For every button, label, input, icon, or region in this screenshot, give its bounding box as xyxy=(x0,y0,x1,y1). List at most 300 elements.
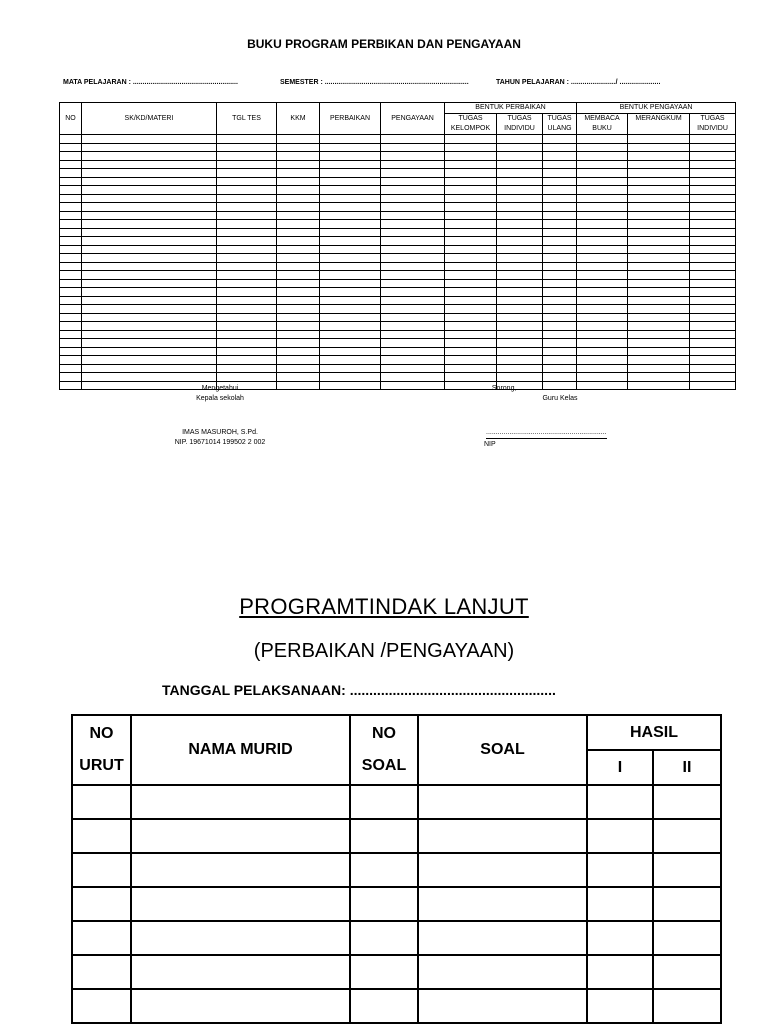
col-header-hasil-ii: II xyxy=(653,750,721,785)
table-cell xyxy=(60,220,82,229)
table-row xyxy=(60,313,736,322)
table-cell xyxy=(82,356,217,365)
table-cell xyxy=(381,381,445,390)
table-cell xyxy=(60,254,82,263)
table-cell xyxy=(445,296,497,305)
table-cell xyxy=(587,785,653,819)
table-cell xyxy=(60,271,82,280)
table-cell xyxy=(217,177,277,186)
document-title: BUKU PROGRAM PERBIKAN DAN PENGAYAAN xyxy=(247,37,521,51)
table-cell xyxy=(60,245,82,254)
table-cell xyxy=(543,288,577,297)
table-cell xyxy=(445,237,497,246)
table-row xyxy=(72,921,721,955)
table-cell xyxy=(60,143,82,152)
col-header-pengayaan: PENGAYAAN xyxy=(381,103,445,135)
table-cell xyxy=(320,271,381,280)
table-cell xyxy=(381,313,445,322)
table-cell xyxy=(82,135,217,144)
table-cell xyxy=(277,186,320,195)
table-cell xyxy=(82,271,217,280)
table-cell xyxy=(217,228,277,237)
table-cell xyxy=(82,220,217,229)
table-cell xyxy=(217,322,277,331)
table-cell xyxy=(445,288,497,297)
table-cell xyxy=(277,220,320,229)
table-cell xyxy=(543,228,577,237)
table-row xyxy=(60,169,736,178)
tindak-lanjut-table xyxy=(71,714,722,1024)
table-cell xyxy=(543,271,577,280)
table-cell xyxy=(381,211,445,220)
table-cell xyxy=(587,853,653,887)
table-cell xyxy=(350,955,418,989)
table-cell xyxy=(577,194,628,203)
table-cell xyxy=(543,177,577,186)
table-cell xyxy=(277,296,320,305)
col-header-no-soal: NO SOAL xyxy=(350,715,418,785)
table-cell xyxy=(497,339,543,348)
table-cell xyxy=(131,887,350,921)
table-cell xyxy=(543,364,577,373)
table-cell xyxy=(60,305,82,314)
table-cell xyxy=(60,169,82,178)
table-cell xyxy=(628,203,690,212)
table-cell xyxy=(217,220,277,229)
table-cell xyxy=(320,288,381,297)
table-cell xyxy=(381,322,445,331)
table-cell xyxy=(82,194,217,203)
table-cell xyxy=(653,785,721,819)
table-cell xyxy=(543,305,577,314)
col-header-soal: SOAL xyxy=(418,715,587,785)
table-cell xyxy=(497,220,543,229)
table-cell xyxy=(628,364,690,373)
table-cell xyxy=(381,186,445,195)
table-cell xyxy=(690,356,736,365)
table-cell xyxy=(497,177,543,186)
table-cell xyxy=(381,356,445,365)
table-cell xyxy=(497,373,543,382)
table-cell xyxy=(418,921,587,955)
tindak-lanjut-subtitle: (PERBAIKAN /PENGAYAAN) xyxy=(253,640,515,662)
table-cell xyxy=(350,853,418,887)
table-cell xyxy=(217,305,277,314)
table-cell xyxy=(131,853,350,887)
table-cell xyxy=(445,194,497,203)
table-cell xyxy=(628,254,690,263)
table-cell xyxy=(381,194,445,203)
table-cell xyxy=(497,271,543,280)
table-cell xyxy=(628,135,690,144)
table-cell xyxy=(350,921,418,955)
table-cell xyxy=(350,887,418,921)
table-cell xyxy=(497,262,543,271)
table-cell xyxy=(131,785,350,819)
table-cell xyxy=(690,305,736,314)
col-header-tugas-ulang: TUGAS ULANG xyxy=(543,114,577,135)
table-cell xyxy=(543,254,577,263)
table-cell xyxy=(72,955,131,989)
table-cell xyxy=(543,347,577,356)
table-cell xyxy=(543,186,577,195)
table-cell xyxy=(690,186,736,195)
table-cell xyxy=(690,152,736,161)
table-cell xyxy=(82,339,217,348)
table-cell xyxy=(60,296,82,305)
table-cell xyxy=(445,143,497,152)
table-cell xyxy=(60,237,82,246)
table-cell xyxy=(60,279,82,288)
table-cell xyxy=(690,245,736,254)
table-cell xyxy=(628,194,690,203)
table-cell xyxy=(543,245,577,254)
table-cell xyxy=(577,203,628,212)
table-cell xyxy=(445,160,497,169)
table-cell xyxy=(577,262,628,271)
table-cell xyxy=(217,254,277,263)
table-cell xyxy=(60,347,82,356)
table-cell xyxy=(381,152,445,161)
col-header-hasil: HASIL xyxy=(587,715,721,750)
place-date-field: Sorong, ......................................... xyxy=(491,385,599,392)
table-cell xyxy=(445,313,497,322)
table-cell xyxy=(381,339,445,348)
table-cell xyxy=(60,364,82,373)
table-cell xyxy=(628,330,690,339)
table-cell xyxy=(277,135,320,144)
table-cell xyxy=(445,228,497,237)
table-row xyxy=(60,322,736,331)
table-cell xyxy=(497,356,543,365)
table-cell xyxy=(577,143,628,152)
kepala-sekolah-label: Kepala sekolah xyxy=(196,395,244,402)
table-cell xyxy=(690,228,736,237)
table-cell xyxy=(628,347,690,356)
tanggal-pelaksanaan-field: TANGGAL PELAKSANAAN: ..................................................... xyxy=(162,682,556,698)
table-cell xyxy=(690,279,736,288)
table-cell xyxy=(690,194,736,203)
table-cell xyxy=(497,152,543,161)
table-cell xyxy=(60,186,82,195)
table-cell xyxy=(82,177,217,186)
col-header-bentuk-perbaikan: BENTUK PERBAIKAN xyxy=(445,103,577,114)
table-cell xyxy=(653,989,721,1023)
table-cell xyxy=(543,296,577,305)
table-row xyxy=(72,955,721,989)
table-row xyxy=(72,853,721,887)
table-row xyxy=(60,177,736,186)
table-cell xyxy=(381,271,445,280)
table-cell xyxy=(690,288,736,297)
table-cell xyxy=(577,169,628,178)
table-cell xyxy=(277,160,320,169)
table-cell xyxy=(690,373,736,382)
table-cell xyxy=(72,819,131,853)
table-cell xyxy=(543,203,577,212)
table-cell xyxy=(497,305,543,314)
table-cell xyxy=(543,313,577,322)
table-cell xyxy=(320,381,381,390)
table-cell xyxy=(82,245,217,254)
table-cell xyxy=(277,288,320,297)
table-cell xyxy=(277,347,320,356)
col-header-tugas-individu-2: TUGAS INDIVIDU xyxy=(690,114,736,135)
table-cell xyxy=(628,322,690,331)
col-header-merangkum: MERANGKUM xyxy=(628,114,690,135)
table-cell xyxy=(577,271,628,280)
table-cell xyxy=(217,160,277,169)
table-cell xyxy=(690,364,736,373)
table-cell xyxy=(690,322,736,331)
table-cell xyxy=(690,381,736,390)
table-cell xyxy=(445,262,497,271)
table-cell xyxy=(418,785,587,819)
table-cell xyxy=(653,887,721,921)
table-row xyxy=(60,279,736,288)
table-cell xyxy=(217,339,277,348)
signature-right xyxy=(485,384,605,404)
table-cell xyxy=(217,135,277,144)
table-cell xyxy=(628,245,690,254)
table-cell xyxy=(217,279,277,288)
table-cell xyxy=(320,279,381,288)
table-cell xyxy=(217,330,277,339)
table-cell xyxy=(217,347,277,356)
col-header-membaca-buku: MEMBACA BUKU xyxy=(577,114,628,135)
table-cell xyxy=(217,194,277,203)
table-cell xyxy=(217,288,277,297)
col-header-materi: SK/KD/MATERI xyxy=(82,103,217,135)
table-row xyxy=(60,152,736,161)
table-cell xyxy=(320,152,381,161)
table-cell xyxy=(320,177,381,186)
tahun-pelajaran-field: TAHUN PELAJARAN : ......................./ ..................... xyxy=(496,79,661,86)
table-cell xyxy=(497,254,543,263)
table-cell xyxy=(690,135,736,144)
col-header-tgl-tes: TGL TES xyxy=(217,103,277,135)
table-cell xyxy=(577,152,628,161)
table-cell xyxy=(690,169,736,178)
table-cell xyxy=(381,203,445,212)
table-cell xyxy=(497,143,543,152)
table-cell xyxy=(628,169,690,178)
table-cell xyxy=(277,211,320,220)
table-row xyxy=(60,186,736,195)
table-cell xyxy=(445,347,497,356)
table-cell xyxy=(381,262,445,271)
table-cell xyxy=(628,356,690,365)
table-cell xyxy=(277,364,320,373)
table-cell xyxy=(577,313,628,322)
table-cell xyxy=(82,152,217,161)
table-cell xyxy=(445,220,497,229)
table-cell xyxy=(82,160,217,169)
table-cell xyxy=(320,254,381,263)
table-cell xyxy=(497,296,543,305)
table-cell xyxy=(320,347,381,356)
table-cell xyxy=(217,211,277,220)
table-cell xyxy=(653,955,721,989)
table-cell xyxy=(381,254,445,263)
table-cell xyxy=(217,271,277,280)
table-cell xyxy=(445,322,497,331)
table-cell xyxy=(445,186,497,195)
table-row xyxy=(60,262,736,271)
table-cell xyxy=(543,339,577,348)
table-cell xyxy=(628,211,690,220)
table-cell xyxy=(60,322,82,331)
table-cell xyxy=(72,785,131,819)
kepala-sekolah-nip: NIP. 19671014 199502 2 002 xyxy=(174,439,266,446)
table-cell xyxy=(543,135,577,144)
table-cell xyxy=(320,262,381,271)
table-cell xyxy=(628,262,690,271)
table-cell xyxy=(690,271,736,280)
table-cell xyxy=(653,819,721,853)
col-header-nama-murid: NAMA MURID xyxy=(131,715,350,785)
guru-name-line: .............................................................. xyxy=(486,428,607,439)
table-cell xyxy=(277,356,320,365)
table-cell xyxy=(418,853,587,887)
table-cell xyxy=(60,152,82,161)
table-cell xyxy=(72,921,131,955)
table-row xyxy=(60,271,736,280)
table-cell xyxy=(381,279,445,288)
table-row xyxy=(60,330,736,339)
table-cell xyxy=(628,288,690,297)
table-cell xyxy=(445,135,497,144)
table-cell xyxy=(628,339,690,348)
table-cell xyxy=(445,169,497,178)
table-cell xyxy=(60,356,82,365)
signature-left xyxy=(150,384,290,448)
table-row xyxy=(72,819,721,853)
table-cell xyxy=(445,203,497,212)
table-row xyxy=(60,143,736,152)
table-cell xyxy=(628,160,690,169)
table-row xyxy=(60,296,736,305)
table-cell xyxy=(543,279,577,288)
col-header-perbaikan: PERBAIKAN xyxy=(320,103,381,135)
table-cell xyxy=(60,203,82,212)
table-cell xyxy=(587,921,653,955)
table-cell xyxy=(82,322,217,331)
table-cell xyxy=(82,262,217,271)
table-cell xyxy=(320,322,381,331)
table-cell xyxy=(445,305,497,314)
tindak-lanjut-title: PROGRAMTINDAK LANJUT xyxy=(239,594,529,619)
table-cell xyxy=(587,887,653,921)
table-cell xyxy=(72,853,131,887)
guru-nip: NIP xyxy=(484,441,496,448)
table-cell xyxy=(277,143,320,152)
table-row xyxy=(72,887,721,921)
table-cell xyxy=(60,373,82,382)
table-cell xyxy=(277,339,320,348)
table-cell xyxy=(60,330,82,339)
table-cell xyxy=(543,322,577,331)
table-cell xyxy=(320,211,381,220)
table-cell xyxy=(577,237,628,246)
table-cell xyxy=(445,339,497,348)
table-cell xyxy=(543,330,577,339)
table-cell xyxy=(628,220,690,229)
table-cell xyxy=(418,887,587,921)
table-cell xyxy=(690,177,736,186)
semester-field: SEMESTER : .......................................................................... xyxy=(280,79,469,86)
table-cell xyxy=(82,203,217,212)
table-cell xyxy=(653,853,721,887)
table-cell xyxy=(628,305,690,314)
table-row xyxy=(60,347,736,356)
table-cell xyxy=(577,305,628,314)
table-cell xyxy=(497,279,543,288)
table-cell xyxy=(690,330,736,339)
table-cell xyxy=(217,237,277,246)
table-cell xyxy=(381,296,445,305)
table-cell xyxy=(628,143,690,152)
table-cell xyxy=(381,237,445,246)
table-cell xyxy=(82,143,217,152)
table-cell xyxy=(587,955,653,989)
table-cell xyxy=(60,288,82,297)
table-cell xyxy=(320,305,381,314)
table-cell xyxy=(690,211,736,220)
program-table xyxy=(59,102,736,390)
table-cell xyxy=(131,989,350,1023)
table-cell xyxy=(277,245,320,254)
table-cell xyxy=(418,989,587,1023)
table-cell xyxy=(277,254,320,263)
table-cell xyxy=(577,254,628,263)
table-cell xyxy=(82,237,217,246)
table-cell xyxy=(277,305,320,314)
table-cell xyxy=(381,143,445,152)
table-cell xyxy=(277,330,320,339)
table-cell xyxy=(277,152,320,161)
table-cell xyxy=(72,887,131,921)
table-cell xyxy=(82,228,217,237)
table-cell xyxy=(60,313,82,322)
table-row xyxy=(60,356,736,365)
table-cell xyxy=(277,373,320,382)
table-cell xyxy=(82,364,217,373)
table-cell xyxy=(320,339,381,348)
table-cell xyxy=(628,186,690,195)
table-cell xyxy=(320,169,381,178)
table-cell xyxy=(628,381,690,390)
table-cell xyxy=(445,177,497,186)
table-cell xyxy=(217,262,277,271)
table-row xyxy=(60,160,736,169)
table-row xyxy=(60,339,736,348)
table-cell xyxy=(82,186,217,195)
table-cell xyxy=(320,220,381,229)
table-cell xyxy=(628,177,690,186)
table-cell xyxy=(320,143,381,152)
table-cell xyxy=(577,186,628,195)
table-row xyxy=(60,194,736,203)
kepala-sekolah-name: IMAS MASUROH, S.Pd. xyxy=(182,429,258,436)
table-cell xyxy=(543,143,577,152)
table-cell xyxy=(628,296,690,305)
table-cell xyxy=(543,169,577,178)
table-cell xyxy=(497,169,543,178)
table-cell xyxy=(445,330,497,339)
table-cell xyxy=(497,160,543,169)
table-cell xyxy=(445,211,497,220)
